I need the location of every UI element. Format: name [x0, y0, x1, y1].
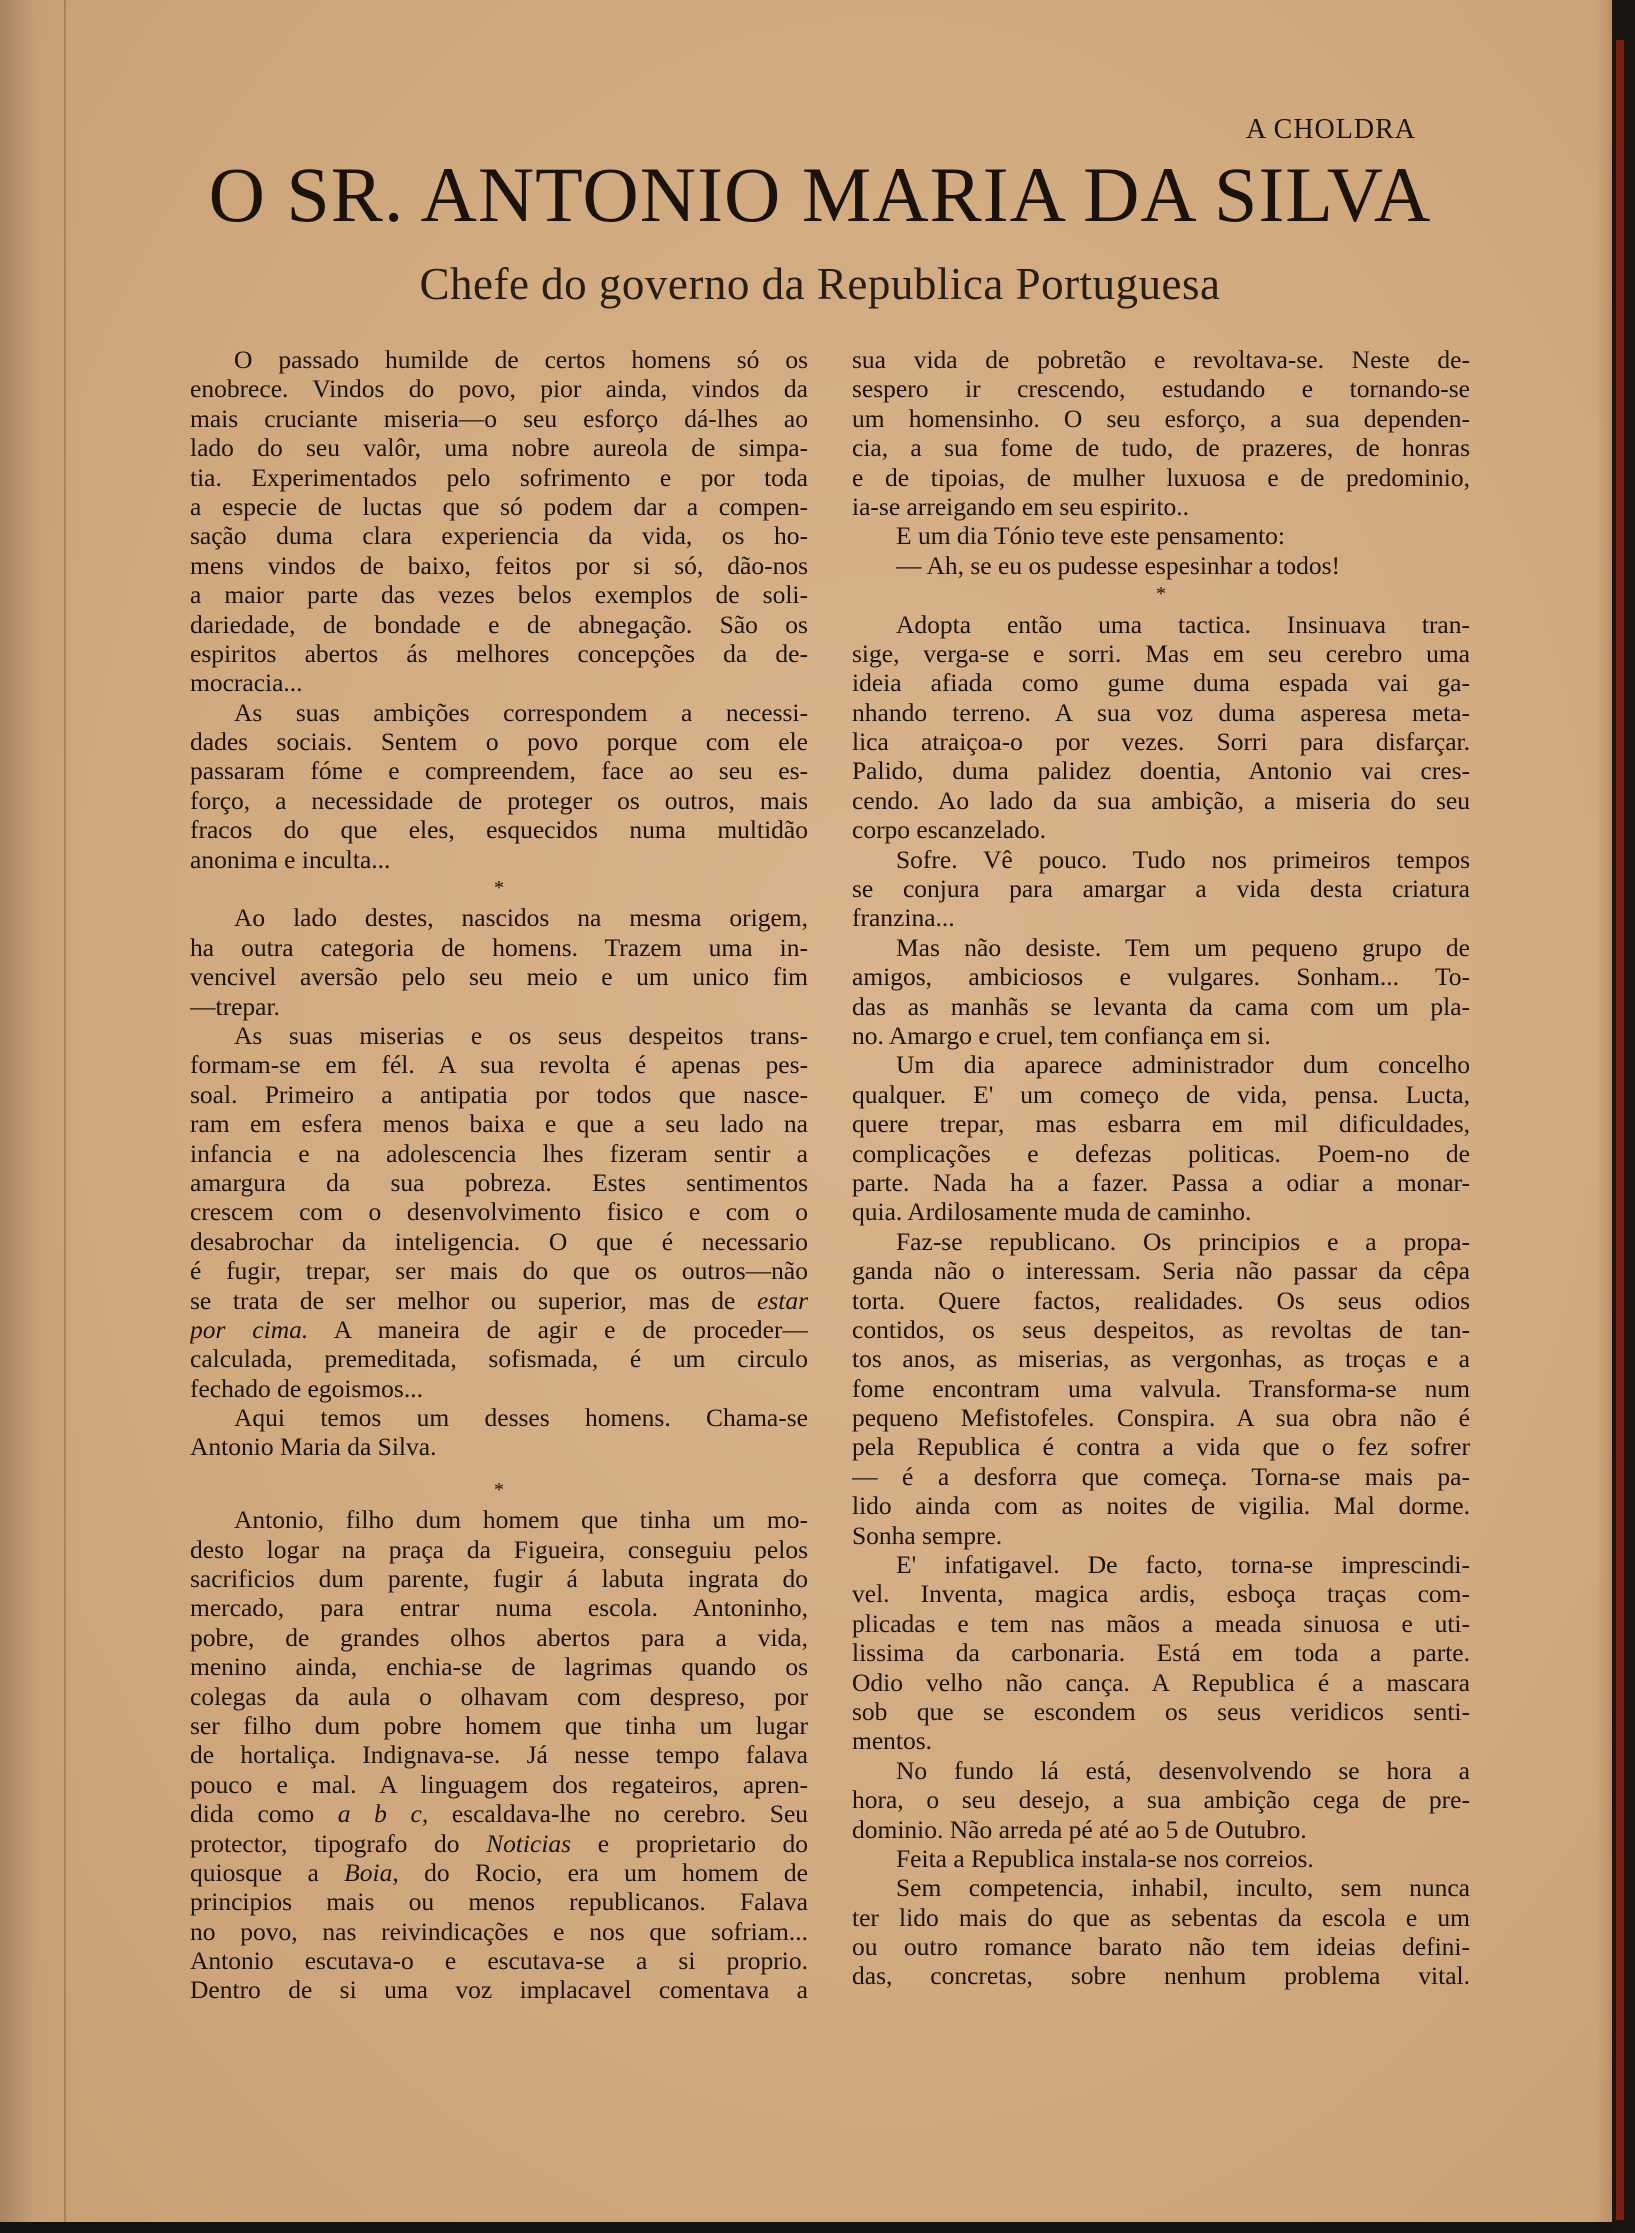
text-line: qualquer. E' um começo de vida, pensa. Lucta,	[852, 1079, 1470, 1109]
text-line: Um dia aparece administrador dum concelho	[896, 1050, 1470, 1080]
text-line: sua vida de pobretão e revoltava-se. Neste de-	[852, 345, 1470, 374]
text-line: O passado humilde de certos homens só os	[234, 345, 808, 374]
text-line: Dentro de si uma voz implacavel comentava a	[190, 1975, 808, 2005]
text-line: lissima da carbonaria. Está em toda a parte.	[852, 1638, 1470, 1668]
text-line: quia. Ardilosamente muda de caminho.	[852, 1197, 1252, 1227]
gutter-shadow	[0, 0, 78, 2222]
text-line: parte. Nada ha a fazer. Passa a odiar a monar-	[852, 1167, 1470, 1197]
text-line: sob que se escondem os seus veridicos senti-	[852, 1696, 1470, 1726]
text-line: Faz-se republicano. Os principios e a propa-	[896, 1226, 1470, 1256]
text-line: passaram fóme e compreendem, face ao seu es-	[190, 756, 808, 786]
text-line: franzina...	[852, 903, 955, 933]
text-line: tos anos, as miserias, as vergonhas, as troças e a	[852, 1344, 1470, 1374]
text-line: sacrificios dum parente, fugir á labuta ingrata do	[190, 1564, 808, 1594]
text-line: ser filho dum pobre homem que tinha um lugar	[190, 1710, 808, 1740]
italic-text: estar	[757, 1285, 808, 1315]
text-line: vel. Inventa, magica ardis, esboça traças com-	[852, 1579, 1470, 1609]
fold-line	[64, 0, 66, 2222]
text-line: — é a desforra que começa. Torna-se mais pa-	[852, 1461, 1470, 1491]
section-separator: *	[494, 877, 504, 900]
text-line: mercado, para entrar numa escola. Antoninho,	[190, 1593, 808, 1623]
spacer	[190, 1462, 808, 1476]
text-line: mais cruciante miseria—o seu esforço dá-lhes ao	[190, 403, 808, 433]
text-line: se conjura para amargar a vida desta criatura	[852, 874, 1470, 904]
text-line: sação duma clara experiencia da vida, os ho-	[190, 521, 808, 551]
text-line: pobre, de grandes olhos abertos para a vida,	[190, 1622, 808, 1652]
text-line: ha outra categoria de homens. Trazem uma in-	[190, 932, 808, 962]
text-line: e de tipoias, de mulher luxuosa e de predominio,	[852, 462, 1470, 492]
text-line: No fundo lá está, desenvolvendo se hora a	[896, 1755, 1470, 1785]
italic-text: a b c,	[337, 1799, 429, 1829]
text-line: lido ainda com as noites de vigilia. Mal dorme.	[852, 1491, 1470, 1521]
text-line: lado do seu valôr, uma nobre aureola de simpa-	[190, 433, 808, 463]
text-line: calculada, premeditada, sofismada, é um circulo	[190, 1344, 808, 1374]
text-line: — Ah, se eu os pudesse espesinhar a todos!	[896, 550, 1341, 580]
text-line: pequeno Mefistofeles. Conspira. A sua obra não é	[852, 1403, 1470, 1433]
text-line: ideia afiada como gume duma espada vai ga-	[852, 668, 1470, 698]
right-column	[852, 345, 1470, 1991]
text-line	[190, 1315, 808, 1344]
text-segment: escaldava-lhe no cerebro. Seu	[451, 1799, 808, 1829]
text-segment: se trata de ser melhor ou superior, mas de	[190, 1285, 736, 1315]
article-subtitle: Chefe do governo da Republica Portuguesa	[419, 259, 1221, 309]
section-separator: *	[494, 1478, 504, 1501]
text-segment: quiosque a	[190, 1857, 319, 1887]
text-line: pela Republica é contra a vida que o fez sofrer	[852, 1432, 1470, 1462]
text-line: a maior parte das vezes belos exemplos de soli-	[190, 580, 808, 610]
text-line: mocracia...	[190, 668, 303, 698]
text-line: Sem competencia, inhabil, inculto, sem nunca	[896, 1873, 1470, 1903]
left-column	[190, 345, 808, 2005]
italic-text: Boia,	[344, 1857, 399, 1887]
text-line: mentos.	[852, 1726, 933, 1756]
text-line: amigos, ambiciosos e vulgares. Sonham... To-	[852, 962, 1470, 992]
text-line: As suas miserias e os seus despeitos trans-	[234, 1020, 808, 1050]
text-line: Antonio Maria da Silva.	[190, 1432, 437, 1462]
text-line: fracos do que eles, esquecidos numa multidão	[190, 815, 808, 845]
text-line: crescem com o desenvolvimento fisico e com o	[190, 1197, 808, 1227]
text-line: enobrece. Vindos do povo, pior ainda, vindos da	[190, 374, 808, 404]
text-line: cia, a sua fome de tudo, de prazeres, de honras	[852, 433, 1470, 463]
text-line	[190, 1829, 808, 1858]
text-line: principios mais ou menos republicanos. Falava	[190, 1887, 808, 1917]
text-line: nhando terreno. A sua voz duma asperesa meta-	[852, 697, 1470, 727]
italic-text: Noticias	[486, 1828, 572, 1858]
text-line: soal. Primeiro a antipatia por todos que nasce-	[190, 1079, 808, 1109]
text-line: Aqui temos um desses homens. Chama-se	[234, 1403, 808, 1433]
text-line	[190, 1799, 808, 1828]
text-line: um homensinho. O seu esforço, a sua dependen-	[852, 403, 1470, 433]
text-line: E' infatigavel. De facto, torna-se imprescindi-	[896, 1550, 1470, 1580]
text-line: hora, o seu desejo, a sua ambição cega de pre-	[852, 1785, 1470, 1815]
text-line: E um dia Tónio teve este pensamento:	[896, 521, 1286, 551]
text-line: fechado de egoismos...	[190, 1373, 423, 1403]
text-line: pouco e mal. A linguagem dos regateiros, apren-	[190, 1769, 808, 1799]
text-line: plicadas e tem nas mãos a meada sinuosa e uti-	[852, 1608, 1470, 1638]
text-line: das, concretas, sobre nenhum problema vital.	[852, 1961, 1470, 1991]
text-line: sespero ir crescendo, estudando e tornando-se	[852, 374, 1470, 404]
text-line: das as manhãs se levanta da cama com um pla-	[852, 991, 1470, 1021]
text-line: espiritos abertos ás melhores concepções da de-	[190, 638, 808, 668]
cover-edge	[1616, 40, 1624, 2220]
article-title: O SR. ANTONIO MARIA DA SILVA	[208, 151, 1432, 238]
text-line: dariedade, de bondade e de abnegação. São os	[190, 609, 808, 639]
text-line: ram em esfera menos baixa e que a seu lado na	[190, 1109, 808, 1139]
text-line: Sofre. Vê pouco. Tudo nos primeiros tempos	[896, 844, 1470, 874]
text-line: dades sociais. Sentem o povo porque com ele	[190, 727, 808, 757]
text-line: ter lido mais do que as sebentas da escola e um	[852, 1902, 1470, 1932]
text-line: amargura da sua pobreza. Estes sentimentos	[190, 1167, 808, 1197]
text-segment: A maneira de agir e de proceder—	[333, 1314, 808, 1344]
scan-right-border	[1612, 0, 1635, 2233]
text-line: As suas ambições correspondem a necessi-	[234, 697, 808, 727]
text-line: complicações e defezas politicas. Poem-no de	[852, 1138, 1470, 1168]
text-line: sige, verga-se e sorri. Mas em seu cerebro uma	[852, 638, 1470, 668]
text-line: mens vindos de baixo, feitos por si só, dão-nos	[190, 550, 808, 580]
text-segment: do Rocio, era um homem de	[424, 1857, 808, 1887]
text-line	[190, 1286, 808, 1315]
text-line: tia. Experimentados pelo sofrimento e por toda	[190, 462, 808, 492]
text-line: forço, a necessidade de proteger os outros, mais	[190, 785, 808, 815]
text-line: ia-se arreigando em seu espirito..	[852, 491, 1190, 521]
running-head: A CHOLDRA	[1245, 114, 1416, 145]
text-line: formam-se em fél. A sua revolta é apenas pes-	[190, 1050, 808, 1080]
text-line: Ao lado destes, nascidos na mesma origem,	[234, 903, 808, 933]
text-line: ganda não o interessam. Seria não passar da cêpa	[852, 1256, 1470, 1286]
text-line: no. Amargo e cruel, tem confiança em si.	[852, 1020, 1271, 1050]
text-line: Antonio escutava-o e escutava-se a si proprio.	[190, 1946, 808, 1976]
text-line: Mas não desiste. Tem um pequeno grupo de	[896, 932, 1470, 962]
text-line	[190, 1858, 808, 1887]
text-line: quere trepar, mas esbarra em mil dificuldades,	[852, 1109, 1470, 1139]
text-line: anonima e inculta...	[190, 844, 391, 874]
text-line: a especie de luctas que só podem dar a compen-	[190, 491, 808, 521]
text-line: lica atraiçoa-o por vezes. Sorri para disfarçar.	[852, 727, 1470, 757]
text-line: desabrochar da inteligencia. O que é necessario	[190, 1226, 808, 1256]
text-segment: e proprietario do	[597, 1828, 808, 1858]
text-line: ou outro romance barato não tem ideias defini-	[852, 1932, 1470, 1962]
text-line: cendo. Ao lado da sua ambição, a miseria do seu	[852, 785, 1470, 815]
text-line: Palido, duma palidez doentia, Antonio vai cres-	[852, 756, 1470, 786]
text-line: infancia e na adolescencia lhes fizeram sentir a	[190, 1138, 808, 1168]
text-line: colegas da aula o olhavam com despreso, por	[190, 1681, 808, 1711]
text-line: —trepar.	[190, 991, 280, 1021]
text-line: dominio. Não arreda pé até ao 5 de Outubro.	[852, 1814, 1307, 1844]
text-line: contidos, os seus despeitos, as revoltas de tan-	[852, 1314, 1470, 1344]
text-line: é fugir, trepar, ser mais do que os outros—não	[190, 1256, 808, 1286]
text-segment: protector, tipografo do	[190, 1828, 460, 1858]
italic-text: por cima.	[190, 1314, 309, 1344]
text-line: fome encontram uma valvula. Transforma-se num	[852, 1373, 1470, 1403]
text-line: corpo escanzelado.	[852, 815, 1046, 845]
text-line: Adopta então uma tactica. Insinuava tran-	[896, 609, 1470, 639]
text-line: menino ainda, enchia-se de lagrimas quando os	[190, 1652, 808, 1682]
text-line: no povo, nas reivindicações e nos que sofriam...	[190, 1916, 808, 1946]
text-line: Odio velho não cança. A Republica é a mascara	[852, 1667, 1470, 1697]
page-edge	[1596, 0, 1612, 2222]
text-line: vencivel aversão pelo seu meio e um unico fim	[190, 962, 808, 992]
text-line: desto logar na praça da Figueira, conseguiu pelos	[190, 1534, 808, 1564]
text-segment: dida como	[190, 1799, 315, 1829]
text-line: Feita a Republica instala-se nos correios.	[896, 1843, 1314, 1873]
text-line: de hortaliça. Indignava-se. Já nesse tempo falava	[190, 1740, 808, 1770]
text-line: torta. Quere factos, realidades. Os seus odios	[852, 1285, 1470, 1315]
text-line: Antonio, filho dum homem que tinha um mo-	[234, 1505, 808, 1535]
text-line: Sonha sempre.	[852, 1520, 1003, 1550]
section-separator: *	[1156, 583, 1166, 606]
